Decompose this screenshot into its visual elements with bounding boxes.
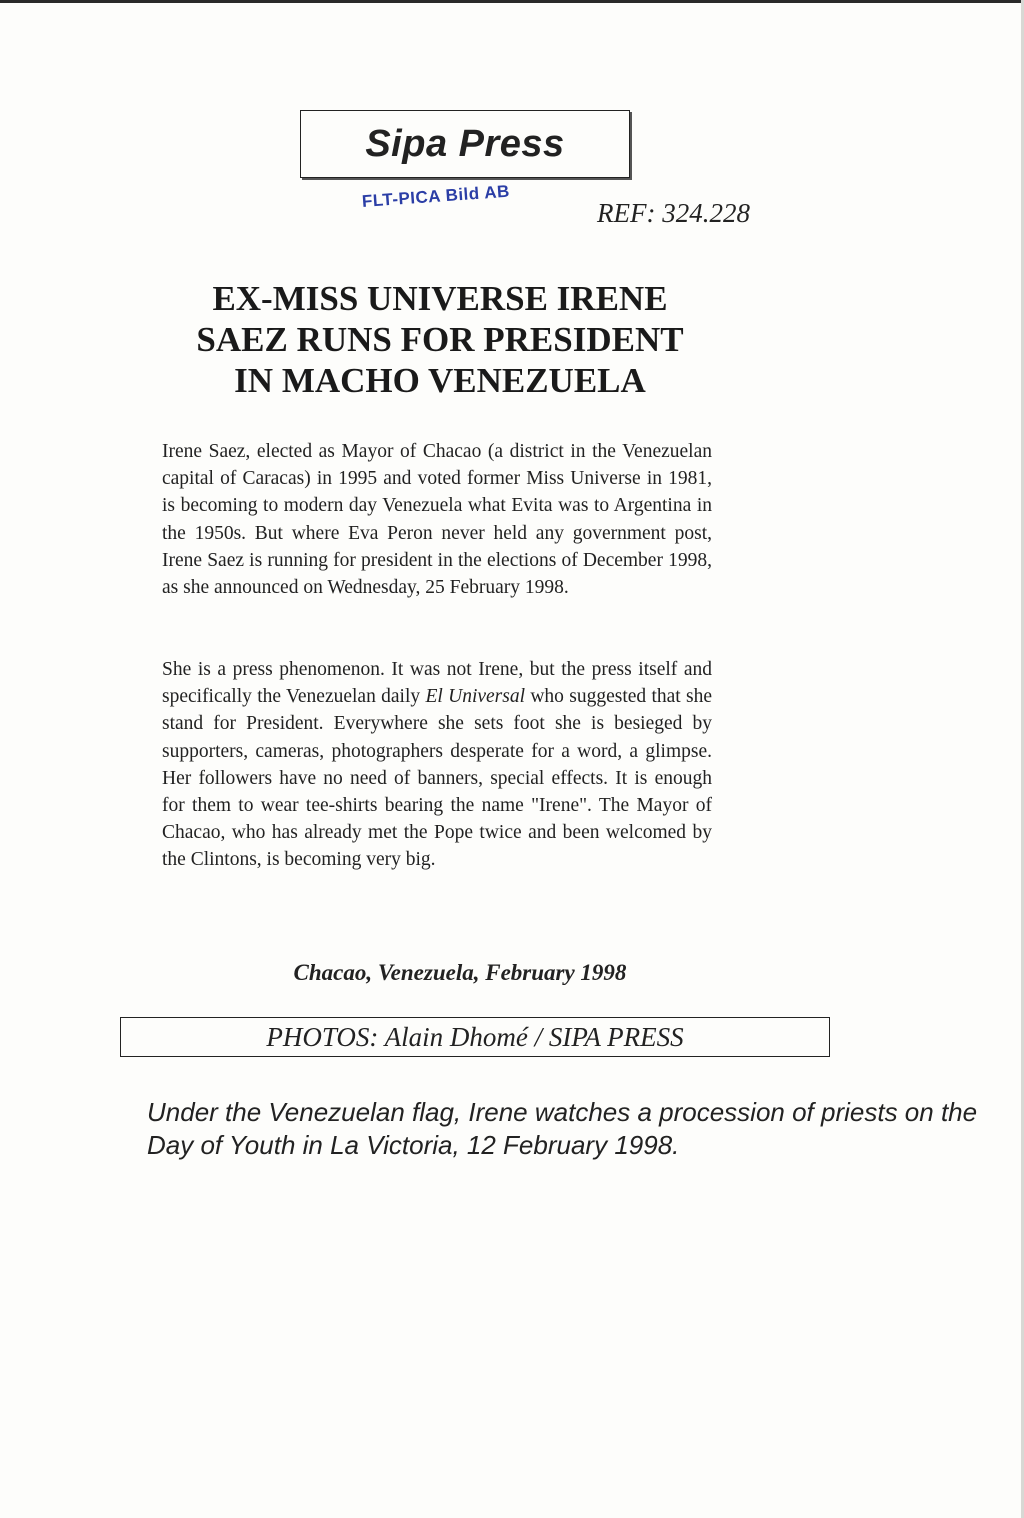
sipa-press-logo: Sipa Press <box>365 122 565 165</box>
photos-credit-box <box>120 1017 830 1057</box>
reference-number: REF: 324.228 <box>597 198 750 228</box>
newspaper-name: El Universal <box>425 686 526 708</box>
headline-line-3: IN MACHO VENEZUELA <box>234 361 646 400</box>
photo-caption: Under the Venezuelan flag, Irene watches a procession of priests on the Day of Youth in La Victoria, 12 February 1998. <box>147 1097 978 1160</box>
headline-line-1: EX-MISS UNIVERSE IRENE <box>212 279 668 318</box>
page-top-edge <box>0 0 1024 3</box>
flt-pica-stamp: FLT-PICA Bild AB <box>361 181 511 211</box>
body-paragraph-1: Irene Saez, elected as Mayor of Chacao (a district in the Venezuelan capital of Caracas) in 1995 and voted former Miss Universe in 1981, is becoming to modern day Venezuela what Evita was to Argentina in the 1950s. But where Eva Peron never held any government post, Irene Saez is running for president in the elections of December 1998, as she announced on Wednesday, 25 February 1998. <box>162 441 712 599</box>
dateline: Chacao, Venezuela, February 1998 <box>293 960 627 985</box>
headline <box>140 278 740 401</box>
sipa-press-logo-box <box>300 110 630 178</box>
body-paragraph-2 <box>162 656 712 874</box>
headline-line-2: SAEZ RUNS FOR PRESIDENT <box>196 320 684 359</box>
paragraph-2-start: She is a press phenomenon. It was not Irene, but the press itself and specifically the Venezuelan daily <box>162 659 712 708</box>
paragraph-2-end: who suggested that she stand for President. Everywhere she sets foot she is besieged by supporters, cameras, photographers desperate for a word, a glimpse. Her followers have no need of banners, special effects. It is enough for them to wear tee-shirts bearing the name "Irene". The Mayor of Chacao, who has already met the Pope twice and been welcomed by the Clintons, is becoming very big. <box>162 686 713 871</box>
photos-credit: PHOTOS: Alain Dhomé / SIPA PRESS <box>266 1021 684 1052</box>
